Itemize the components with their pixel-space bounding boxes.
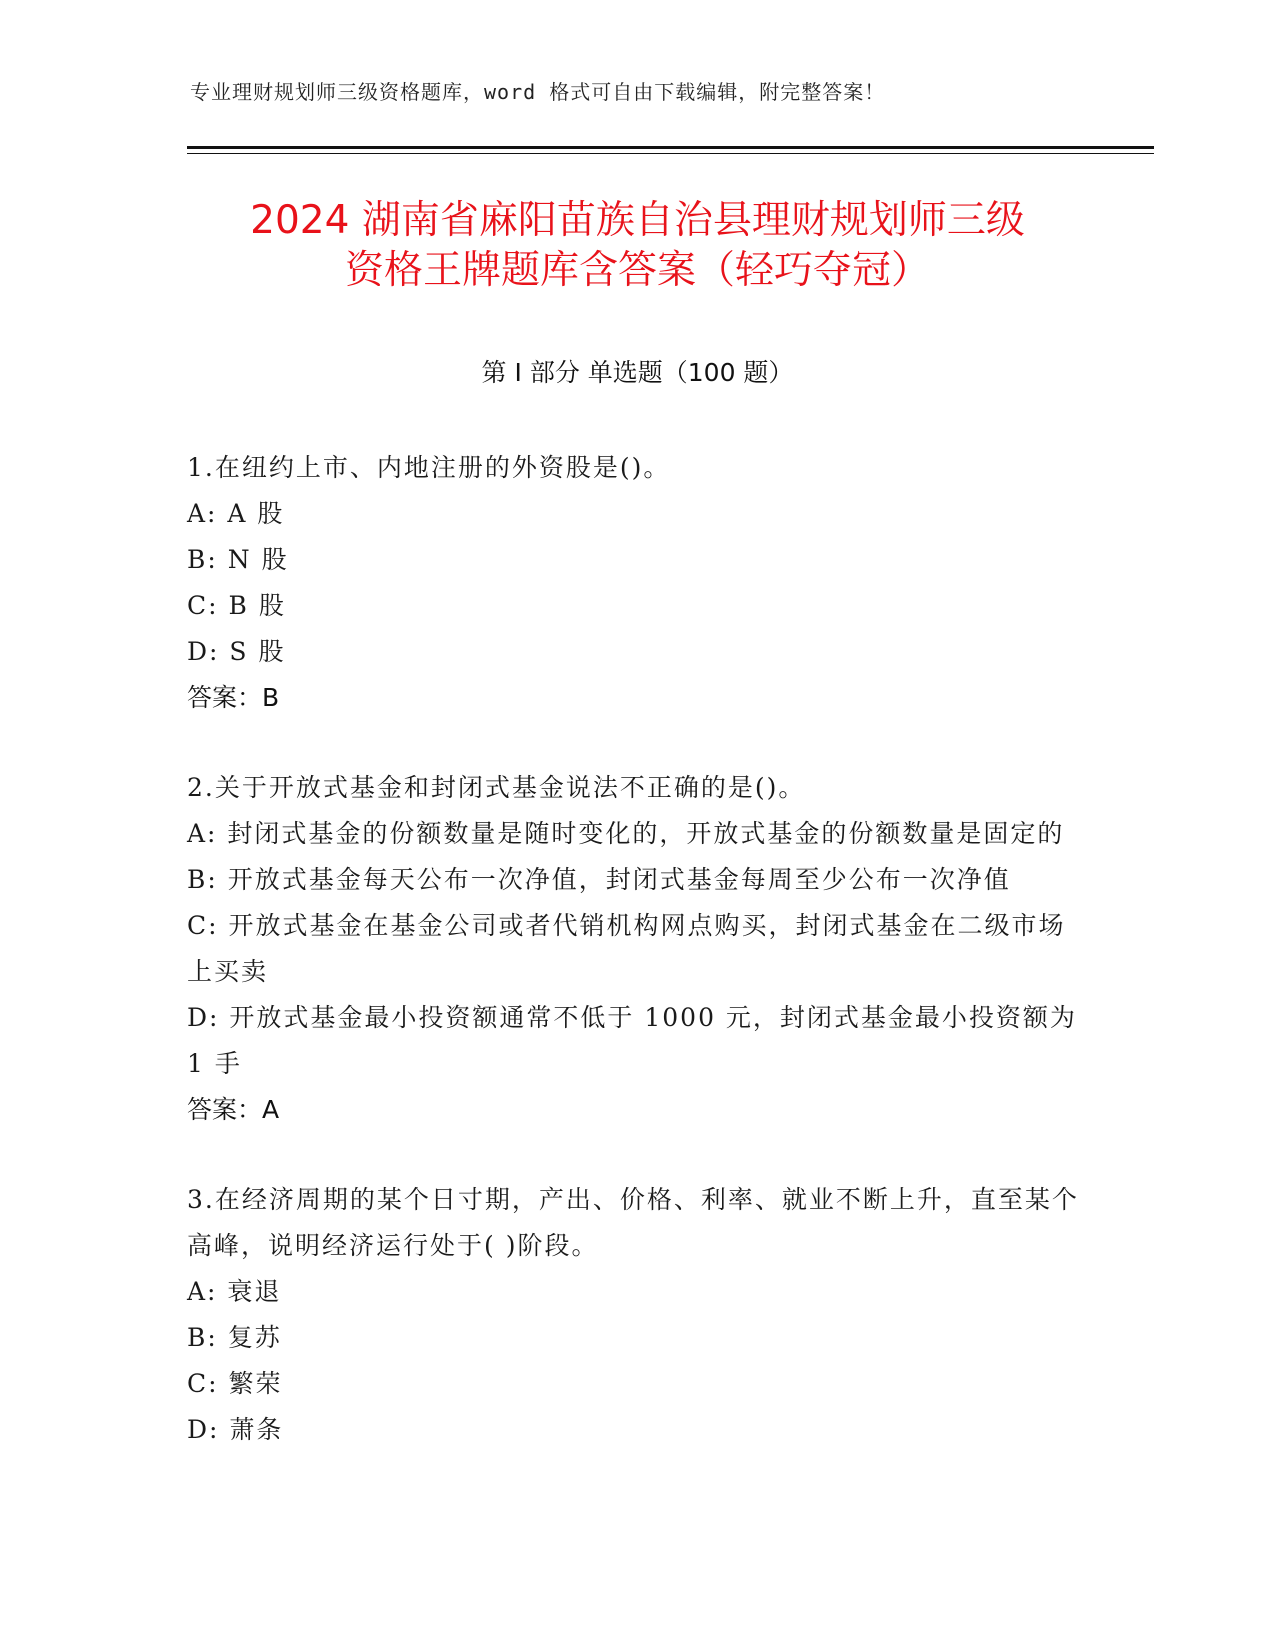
answer: 答案：B: [187, 683, 280, 712]
question-stem: 2.关于开放式基金和封闭式基金说法不正确的是()。: [187, 773, 806, 802]
header-rule-thin: [187, 153, 1154, 154]
option-b: B: 复苏: [187, 1323, 282, 1352]
option-b: B: 开放式基金每天公布一次净值，封闭式基金每周至少公布一次净值: [187, 865, 1011, 894]
question-3: [187, 1177, 1082, 1453]
document-title-line-2: 资格王牌题库含答案（轻巧夺冠）: [344, 248, 930, 293]
option-a: A: 封闭式基金的份额数量是随时变化的，开放式基金的份额数量是固定的: [187, 819, 1065, 848]
question-stem: 3.在经济周期的某个日寸期，产出、价格、利率、就业不断上升，直至某个高峰，说明经济运行处于( )阶段。: [187, 1185, 1079, 1260]
document-title: [160, 196, 1115, 296]
option-a: A: A 股: [187, 499, 285, 528]
option-c: C: B 股: [187, 591, 286, 620]
question-2: [187, 765, 1082, 1133]
option-a: A: 衰退: [187, 1277, 282, 1306]
option-d: D: S 股: [187, 637, 286, 666]
question-list: [187, 445, 1082, 1497]
answer: 答案：A: [187, 1095, 280, 1124]
question-1: [187, 445, 1082, 721]
header-rule-thick: [187, 146, 1154, 149]
option-c: C: 开放式基金在基金公司或者代销机构网点购买，封闭式基金在二级市场上买卖: [187, 911, 1066, 986]
option-d: D: 萧条: [187, 1415, 284, 1444]
option-d: D: 开放式基金最小投资额通常不低于 1000 元，封闭式基金最小投资额为 1 手: [187, 1003, 1077, 1078]
option-c: C: 繁荣: [187, 1369, 283, 1398]
option-b: B: N 股: [187, 545, 289, 574]
section-title: 第 I 部分 单选题（100 题）: [481, 358, 794, 387]
document-title-line-1: 2024 湖南省麻阳苗族自治县理财规划师三级: [250, 198, 1025, 243]
question-stem: 1.在纽约上市、内地注册的外资股是()。: [187, 453, 671, 482]
header-note: 专业理财规划师三级资格题库，word 格式可自由下载编辑，附完整答案！: [190, 80, 886, 104]
